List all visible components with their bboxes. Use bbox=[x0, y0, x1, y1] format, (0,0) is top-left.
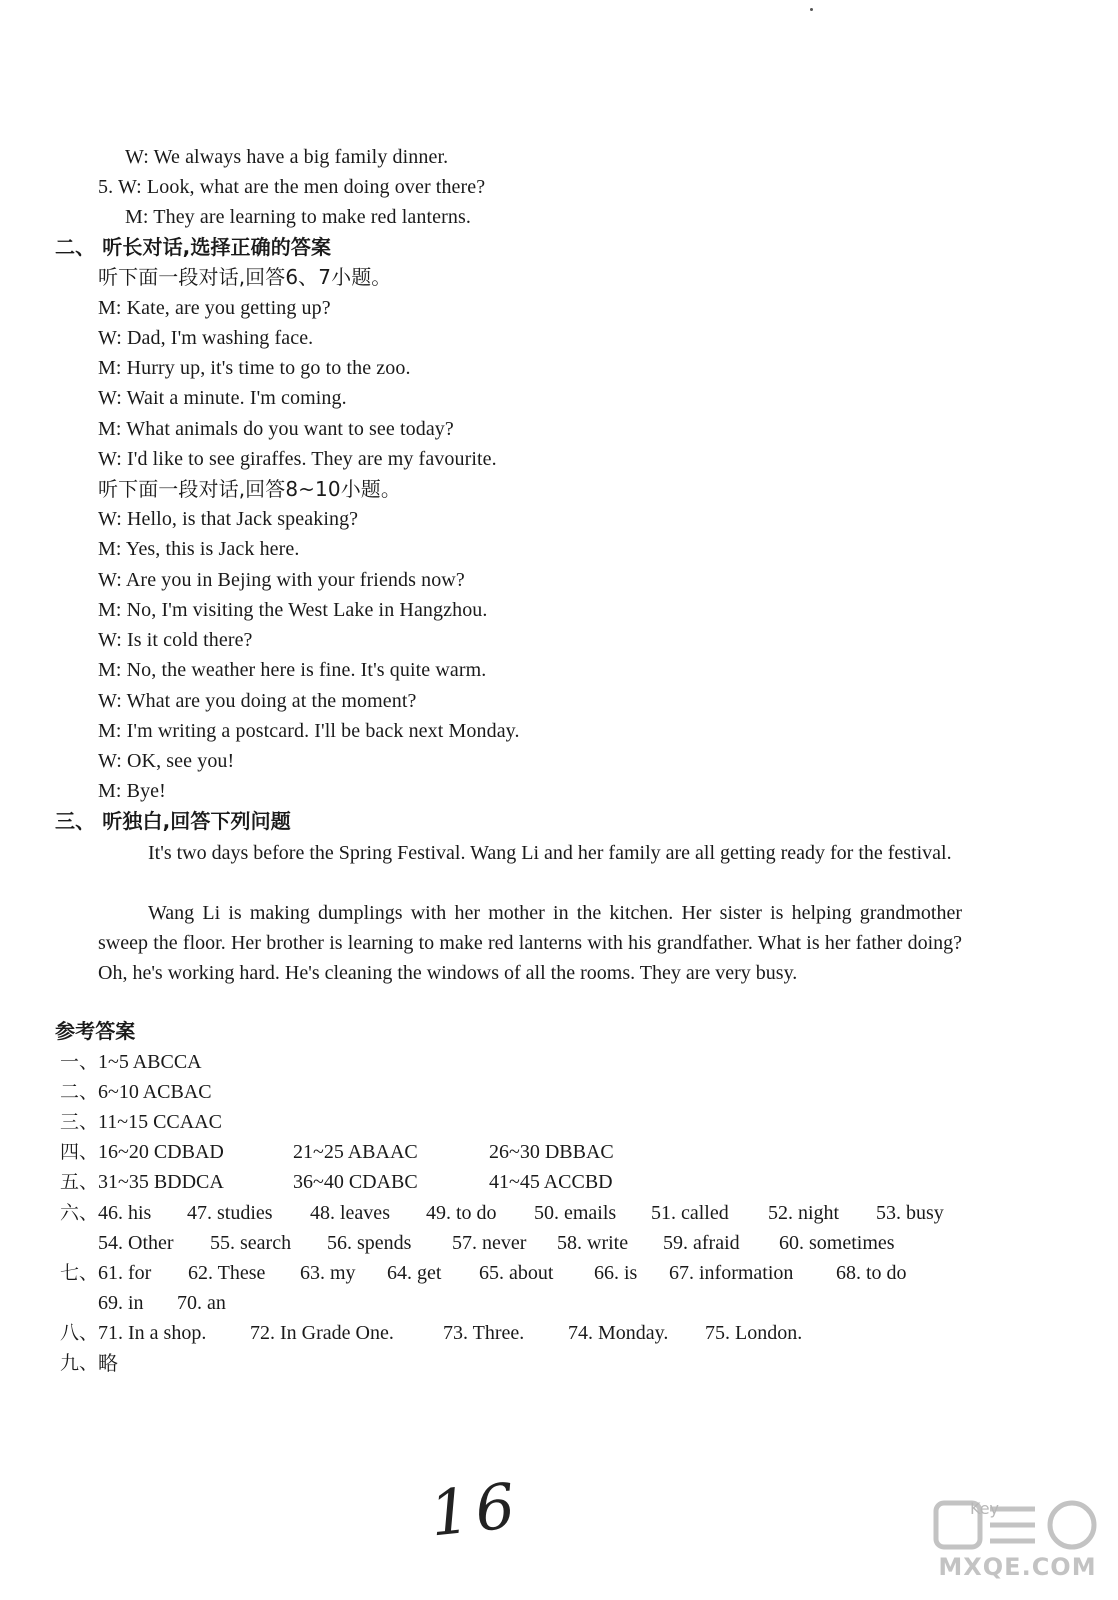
watermark-key-label: Key bbox=[970, 1499, 1000, 1518]
answer-item: 36~40 CDABC bbox=[293, 1171, 418, 1193]
answer-item: 47. studies bbox=[187, 1202, 273, 1224]
dialogue-line: M: No, I'm visiting the West Lake in Hangzhou. bbox=[98, 599, 488, 621]
dialogue-line: M: What animals do you want to see today? bbox=[98, 418, 454, 440]
answer-row bbox=[60, 1260, 960, 1290]
answer-section-mark: 六、 bbox=[60, 1202, 99, 1224]
dialogue-line: W: Are you in Bejing with your friends now? bbox=[98, 569, 465, 591]
answer-item: 70. an bbox=[177, 1292, 226, 1314]
watermark-logo-icon bbox=[930, 1495, 1105, 1555]
dialogue-line: W: Is it cold there? bbox=[98, 629, 253, 651]
page-number: 16 bbox=[426, 1468, 525, 1551]
dialogue-line: M: Hurry up, it's time to go to the zoo. bbox=[98, 357, 411, 379]
answer-row bbox=[60, 1320, 960, 1350]
answer-item: 57. never bbox=[452, 1232, 527, 1254]
answer-item: 48. leaves bbox=[310, 1202, 390, 1224]
answer-row bbox=[60, 1109, 960, 1139]
watermark-text: MXQE.COM bbox=[938, 1553, 1097, 1581]
answer-item: 46. his bbox=[98, 1202, 152, 1224]
answer-item: 69. in bbox=[98, 1292, 144, 1314]
section-2-intro-1: 听下面一段对话,回答6、7小题。 bbox=[98, 265, 392, 289]
answer-section-mark: 四、 bbox=[60, 1141, 99, 1163]
dialogue-line: 5. W: Look, what are the men doing over there? bbox=[98, 176, 486, 198]
answer-item: 21~25 ABAAC bbox=[293, 1141, 418, 1163]
answer-item: 略 bbox=[98, 1351, 118, 1375]
answer-item: 67. information bbox=[669, 1262, 794, 1284]
answer-item: 72. In Grade One. bbox=[250, 1322, 394, 1344]
answer-section-mark: 一、 bbox=[60, 1051, 99, 1073]
dialogue-line: W: Wait a minute. I'm coming. bbox=[98, 387, 347, 409]
answer-item: 61. for bbox=[98, 1262, 152, 1284]
section-2-intro-2: 听下面一段对话,回答8~10小题。 bbox=[98, 477, 401, 501]
dialogue-line: W: I'd like to see giraffes. They are my favourite. bbox=[98, 448, 497, 470]
answer-section-mark: 二、 bbox=[60, 1081, 99, 1103]
answer-item: 50. emails bbox=[534, 1202, 617, 1224]
dialogue-line: W: Dad, I'm washing face. bbox=[98, 327, 314, 349]
answer-item: 73. Three. bbox=[443, 1322, 525, 1344]
answer-item: 53. busy bbox=[876, 1202, 944, 1224]
section-2-heading: 二、 听长对话,选择正确的答案 bbox=[55, 235, 332, 259]
scan-speck bbox=[810, 8, 813, 11]
dialogue-line: M: Bye! bbox=[98, 780, 166, 802]
section-3-heading: 三、 听独白,回答下列问题 bbox=[55, 809, 291, 833]
answer-row bbox=[60, 1230, 960, 1260]
answer-item: 6~10 ACBAC bbox=[98, 1081, 212, 1103]
answer-section-mark: 九、 bbox=[60, 1352, 99, 1374]
dialogue-line: W: We always have a big family dinner. bbox=[125, 146, 449, 168]
answer-item: 11~15 CCAAC bbox=[98, 1111, 222, 1133]
answer-item: 74. Monday. bbox=[568, 1322, 669, 1344]
answer-item: 26~30 DBBAC bbox=[489, 1141, 614, 1163]
answer-item: 31~35 BDDCA bbox=[98, 1171, 224, 1193]
dialogue-line: M: I'm writing a postcard. I'll be back next Monday. bbox=[98, 720, 520, 742]
answer-item: 51. called bbox=[651, 1202, 729, 1224]
answer-row bbox=[60, 1350, 960, 1380]
answer-item: 16~20 CDBAD bbox=[98, 1141, 224, 1163]
answer-item: 65. about bbox=[479, 1262, 554, 1284]
answer-item: 66. is bbox=[594, 1262, 638, 1284]
answer-item: 41~45 ACCBD bbox=[489, 1171, 613, 1193]
answer-item: 59. afraid bbox=[663, 1232, 740, 1254]
dialogue-line: M: No, the weather here is fine. It's quite warm. bbox=[98, 659, 487, 681]
answer-item: 71. In a shop. bbox=[98, 1322, 207, 1344]
answer-section-mark: 七、 bbox=[60, 1262, 99, 1284]
answer-row bbox=[60, 1200, 960, 1230]
answer-item: 49. to do bbox=[426, 1202, 497, 1224]
answer-row bbox=[60, 1049, 960, 1079]
answer-item: 75. London. bbox=[705, 1322, 803, 1344]
answer-section-mark: 五、 bbox=[60, 1171, 99, 1193]
answer-item: 54. Other bbox=[98, 1232, 174, 1254]
answers-heading: 参考答案 bbox=[55, 1019, 136, 1043]
monologue-paragraph-1: It's two days before the Spring Festival. Wang Li and her family are all getting ready for the festival. bbox=[148, 842, 952, 864]
answer-row bbox=[60, 1169, 960, 1199]
answer-item: 64. get bbox=[387, 1262, 442, 1284]
monologue-paragraph-2: Wang Li is making dumplings with her mother in the kitchen. Her sister is helping grandmother sweep the floor. Her brother is learning to make red lanterns with his grandfather. What is her father doing? Oh, he's working hard. He's cleaning the windows of all the rooms. They are very busy. bbox=[98, 902, 962, 984]
answer-item: 68. to do bbox=[836, 1262, 907, 1284]
answer-row bbox=[60, 1079, 960, 1109]
dialogue-line: M: Yes, this is Jack here. bbox=[98, 538, 300, 560]
answer-row bbox=[60, 1139, 960, 1169]
site-watermark bbox=[930, 1495, 1105, 1595]
dialogue-line: W: OK, see you! bbox=[98, 750, 235, 772]
answer-row bbox=[60, 1290, 960, 1320]
dialogue-line: M: They are learning to make red lanterns. bbox=[125, 206, 471, 228]
answer-item: 56. spends bbox=[327, 1232, 412, 1254]
answer-item: 55. search bbox=[210, 1232, 292, 1254]
answer-item: 58. write bbox=[557, 1232, 629, 1254]
answer-item: 62. These bbox=[188, 1262, 266, 1284]
dialogue-line: M: Kate, are you getting up? bbox=[98, 297, 331, 319]
dialogue-line: W: Hello, is that Jack speaking? bbox=[98, 508, 359, 530]
answer-item: 1~5 ABCCA bbox=[98, 1051, 202, 1073]
answer-section-mark: 八、 bbox=[60, 1322, 99, 1344]
answer-item: 60. sometimes bbox=[779, 1232, 895, 1254]
dialogue-line: W: What are you doing at the moment? bbox=[98, 690, 417, 712]
answer-item: 52. night bbox=[768, 1202, 840, 1224]
answer-section-mark: 三、 bbox=[60, 1111, 99, 1133]
answer-item: 63. my bbox=[300, 1262, 356, 1284]
